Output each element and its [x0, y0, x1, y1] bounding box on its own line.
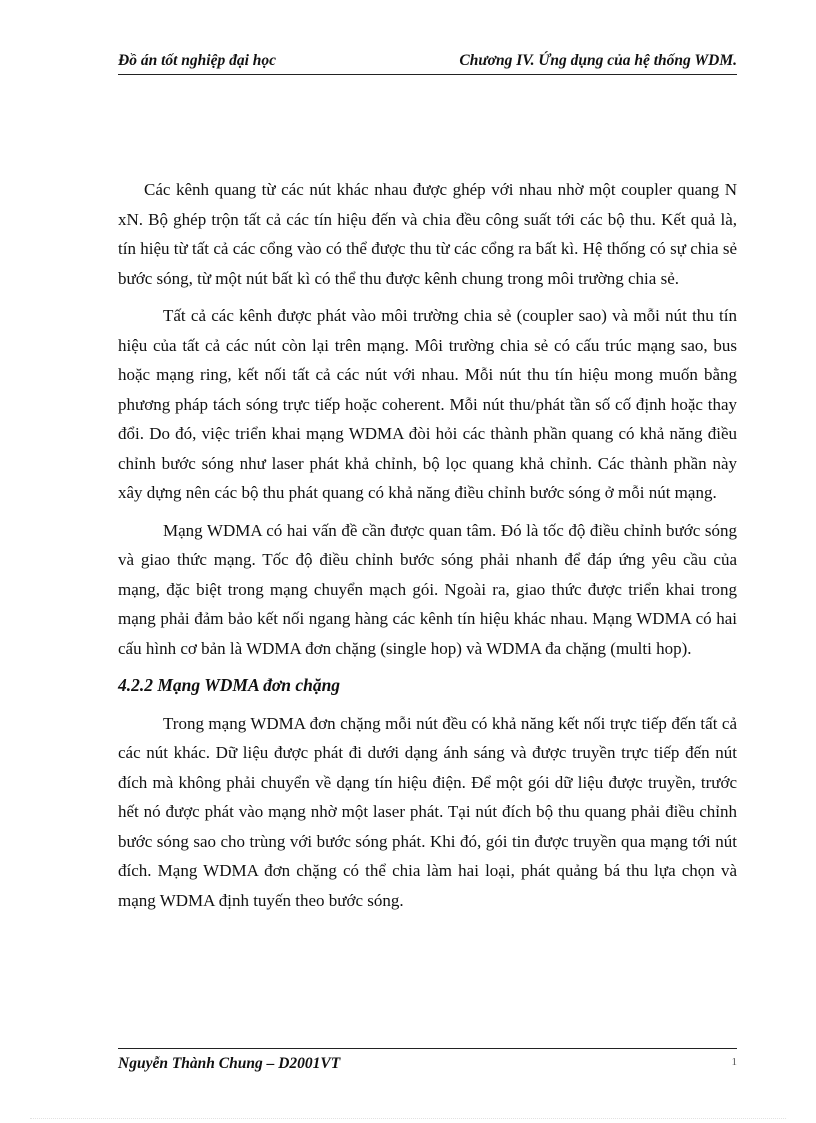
body-paragraph-1: Các kênh quang từ các nút khác nhau được ghép với nhau nhờ một coupler quang N xN. Bộ ghép trộn tất cả các tín hiệu đến và chia đều công suất tới các bộ thu. Kết quả là, tín hiệu từ tất cả các cổng vào có thể được thu từ các cổng ra bất kì. Hệ thống có sự chia sẻ bước sóng, từ một nút bất kì có thể thu được kênh chung trong môi trường chia sẻ. [118, 180, 737, 288]
page-body [118, 175, 737, 915]
section-heading: 4.2.2 Mạng WDMA đơn chặng [118, 675, 341, 695]
section-paragraph: Trong mạng WDMA đơn chặng mỗi nút đều có khả năng kết nối trực tiếp đến tất cả các nút khác. Dữ liệu được phát đi dưới dạng ánh sáng và được truyền trực tiếp đến nút đích mà không phải chuyển về dạng tín hiệu điện. Để một gói dữ liệu được truyền, trước hết nó được phát vào mạng nhờ một laser phát. Tại nút đích bộ thu quang phải điều chỉnh bước sóng sao cho trùng với bước sóng phát. Khi đó, gói tin được truyền qua mạng tới nút đích. Mạng WDMA đơn chặng có thể chia làm hai loại, phát quảng bá thu lựa chọn và mạng WDMA định tuyến theo bước sóng. [118, 713, 737, 910]
page-header [118, 52, 737, 75]
body-paragraph-3: Mạng WDMA có hai vấn đề cần được quan tâm. Đó là tốc độ điều chỉnh bước sóng và giao thức mạng. Tốc độ điều chỉnh bước sóng phải nhanh để đáp ứng yêu cầu của mạng, đặc biệt trong mạng chuyển mạch gói. Ngoài ra, giao thức được triển khai trong mạng phải đảm bảo kết nối ngang hàng các kênh tín hiệu khác nhau. Mạng WDMA có hai cấu hình cơ bản là WDMA đơn chặng (single hop) và WDMA đa chặng (multi hop). [118, 520, 737, 658]
header-chapter-title: Chương IV. Ứng dụng của hệ thống WDM. [459, 52, 737, 69]
footer-author: Nguyễn Thành Chung – D2001VT [118, 1055, 341, 1072]
page-footer [118, 1048, 737, 1073]
body-paragraph-2: Tất cả các kênh được phát vào môi trường chia sẻ (coupler sao) và mỗi nút thu tín hiệu của tất cả các nút còn lại trên mạng. Môi trường chia sẻ có cấu trúc mạng sao, bus hoặc mạng ring, kết nối tất cả các nút với nhau. Mỗi nút thu tín hiệu mong muốn bằng phương pháp tách sóng trực tiếp hoặc coherent. Mỗi nút thu/phát tần số cố định hoặc thay đổi. Do đó, việc triển khai mạng WDMA đòi hỏi các thành phần quang có khả năng điều chỉnh bước sóng như laser phát khả chỉnh, bộ lọc quang khả chỉnh. Các thành phần này xây dựng nên các bộ thu phát quang có khả năng điều chỉnh bước sóng ở mỗi nút mạng. [118, 306, 737, 502]
page-number: 1 [731, 1056, 737, 1068]
page-edge-divider [30, 1118, 786, 1119]
header-document-title: Đồ án tốt nghiệp đại học [118, 52, 277, 69]
